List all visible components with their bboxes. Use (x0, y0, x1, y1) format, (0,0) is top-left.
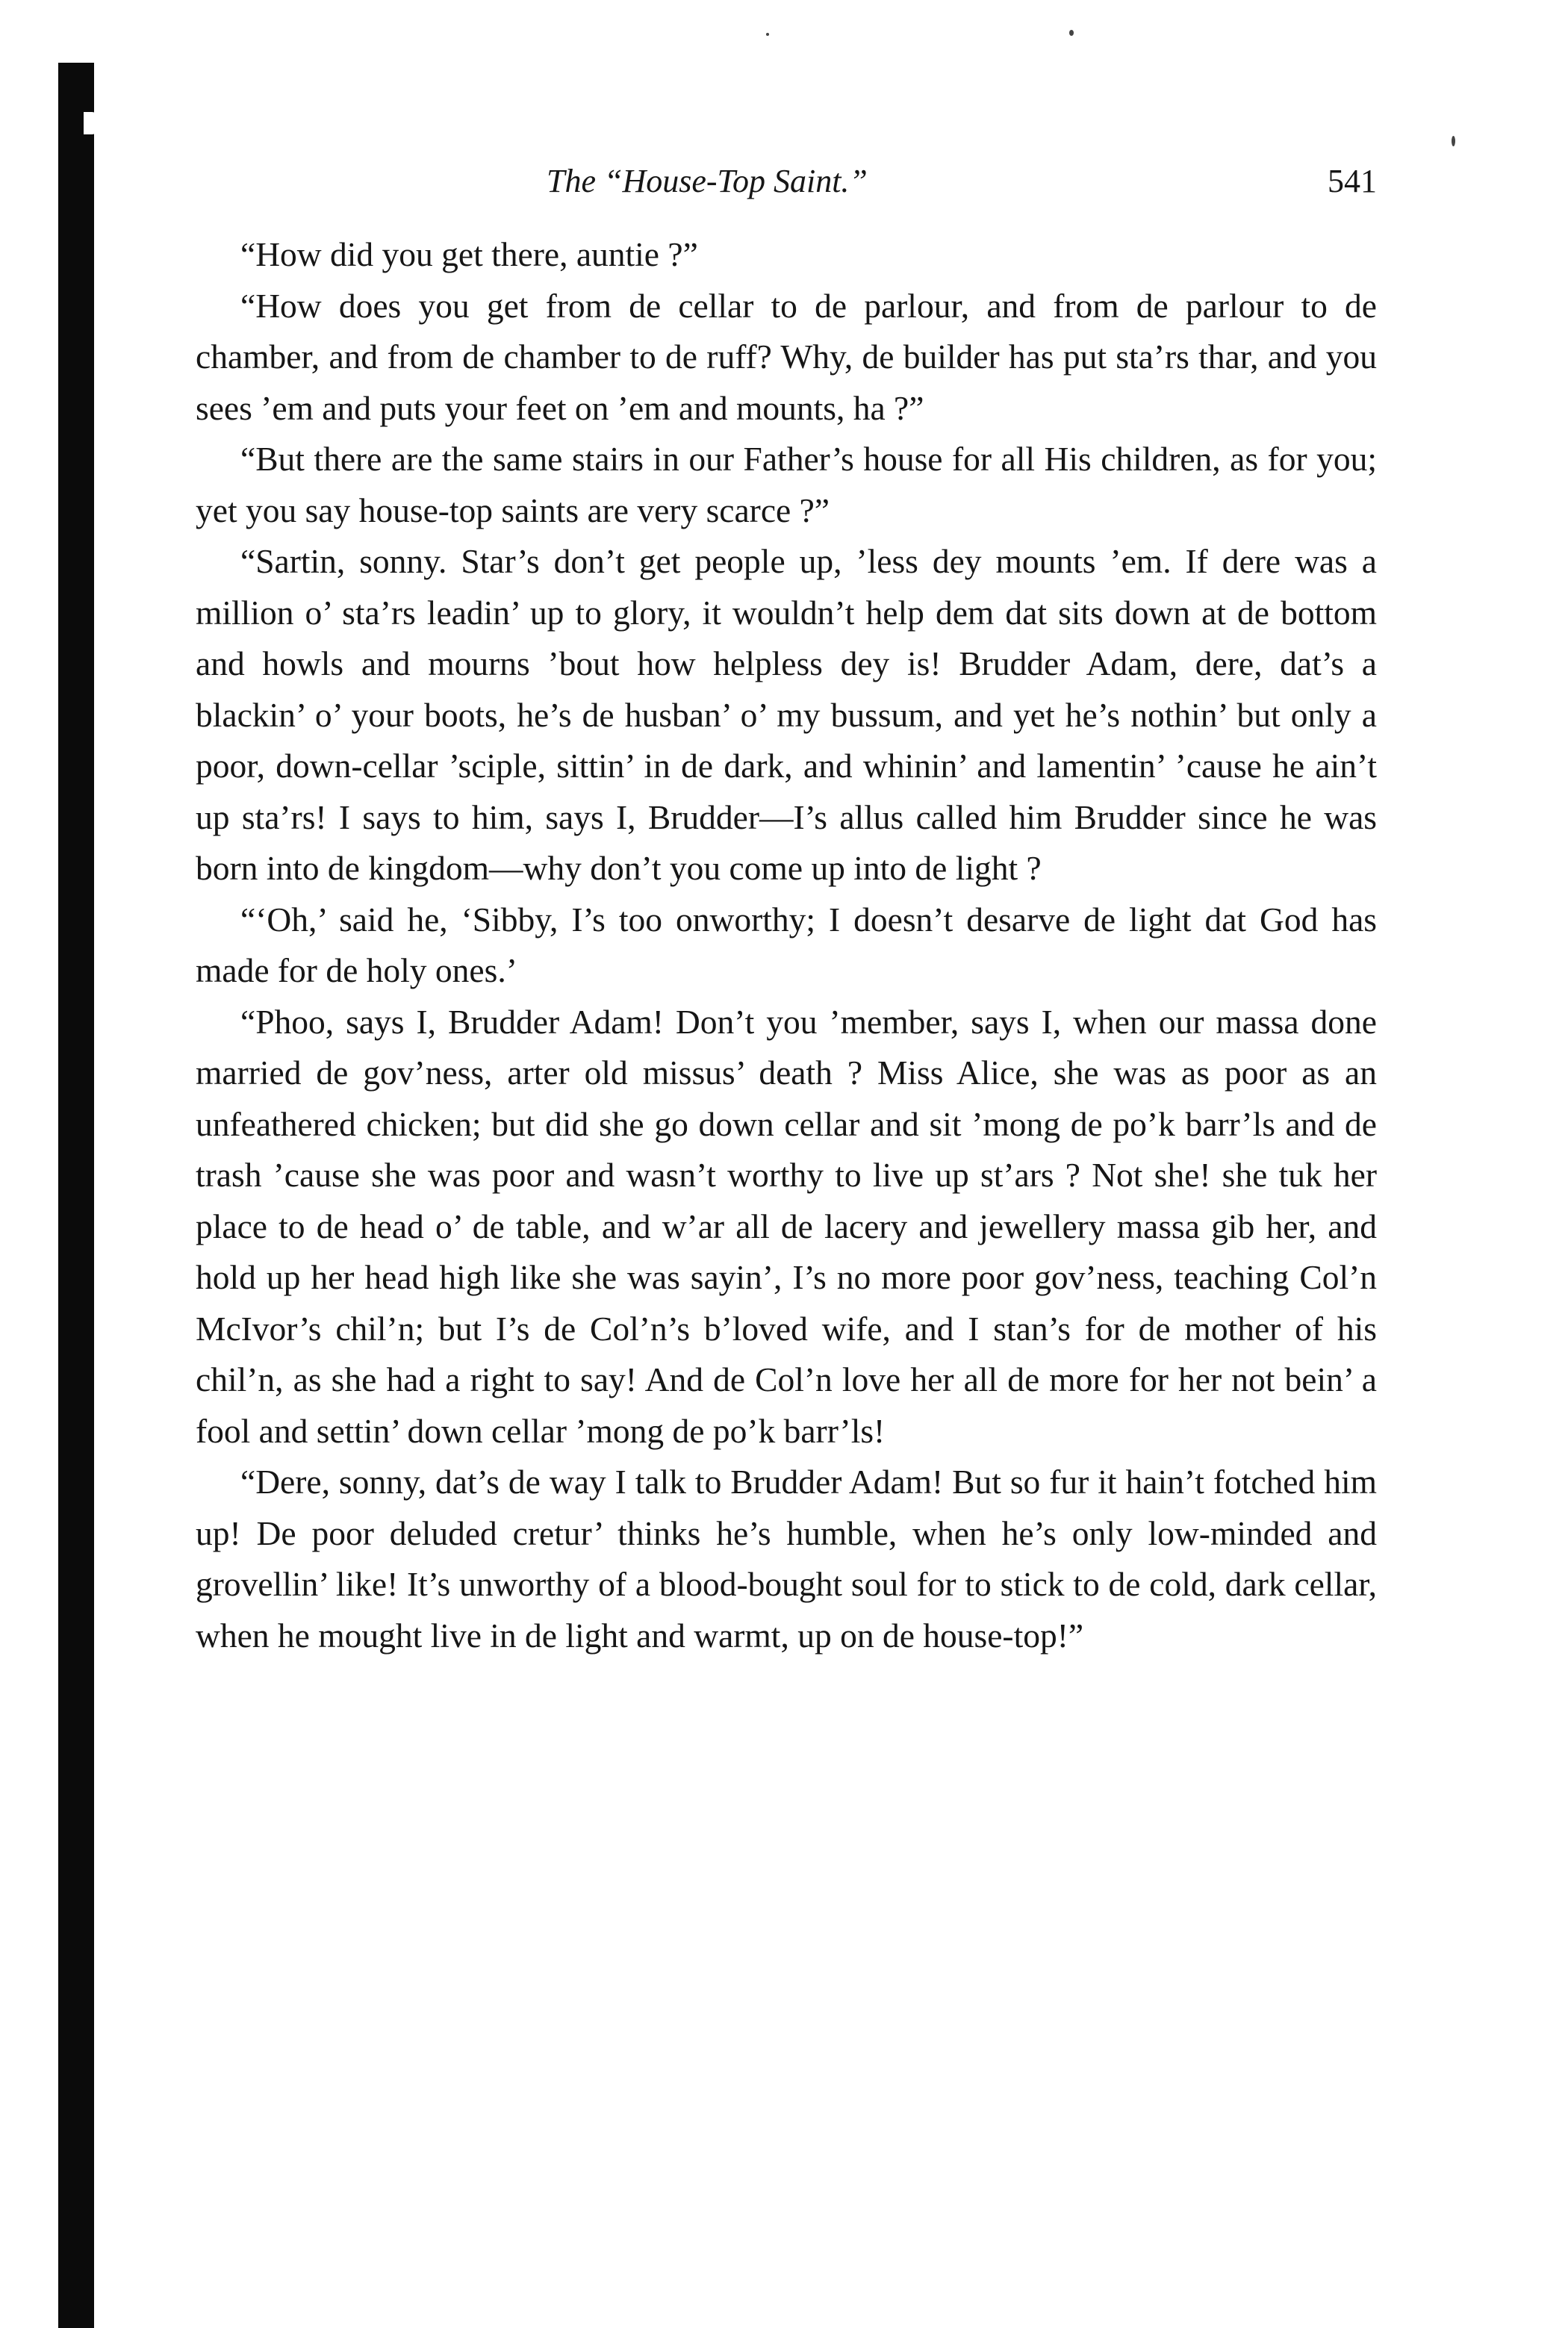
paper-speck (1452, 136, 1455, 146)
book-page (196, 146, 1377, 1661)
paragraph: “Phoo, says I, Brudder Adam! Don’t you ’member, says I, when our massa done married de gov’ness, arter old missus’ death ? Miss Alice, she was as poor as an unfeathered chicken; but did she go down cellar and sit ’mong de po’k barr’ls and de trash ’cause she was poor and wasn’t worthy to live up st’ars ? Not she! she tuk her place to de head o’ de table, and w’ar all de lacery and jewellery massa gib her, and hold up her head high like she was sayin’, I’s no more poor gov’ness, teaching Col’n McIvor’s chil’n; but I’s de Col’n’s b’loved wife, and I stan’s for de mother of his chil’n, as she had a right to say! And de Col’n love her all de more for her not bein’ a fool and settin’ down cellar ’mong de po’k barr’ls! (196, 1002, 1377, 1450)
body-text (196, 229, 1377, 1661)
page-header (196, 146, 1377, 205)
running-title: The “House-Top Saint.” (547, 163, 868, 199)
paragraph: “‘Oh,’ said he, ‘Sibby, I’s too onworthy; I doesn’t desarve de light dat God has made for de holy ones.’ (196, 900, 1377, 989)
binding-notch (84, 112, 100, 134)
paragraph: “How did you get there, auntie ?” (240, 235, 698, 273)
page-binding-edge (58, 63, 94, 2328)
paper-speck (1069, 30, 1074, 36)
paragraph: “But there are the same stairs in our Father’s house for all His children, as for you; yet you say house-top saints are very scarce ?” (196, 440, 1377, 529)
paragraph: “Sartin, sonny. Star’s don’t get people up, ’less dey mounts ’em. If dere was a million o’ sta’rs leadin’ up to glory, it wouldn’t help dem dat sits down at de bottom and howls and mourns ’bout how helpless dey is! Brudder Adam, dere, dat’s a blackin’ o’ your boots, he’s de husban’ o’ my bussum, and yet he’s nothin’ but only a poor, down-cellar ’sciple, sittin’ in de dark, and whinin’ and lamentin’ ’cause he ain’t up sta’rs! I says to him, says I, Brudder—I’s allus called him Brudder since he was born into de kingdom—why don’t you come up into de light ? (196, 542, 1377, 887)
paragraph: “Dere, sonny, dat’s de way I talk to Brudder Adam! But so fur it hain’t fotched him up! De poor deluded cretur’ thinks he’s humble, when he’s only low-minded and grovellin’ like! It’s unworthy of a blood-bought soul for to stick to de cold, dark cellar, when he mought live in de light and warmt, up on de house-top!” (196, 1463, 1377, 1655)
paragraph: “How does you get from de cellar to de parlour, and from de parlour to de chamber, and from de chamber to de ruff? Why, de builder has put sta’rs thar, and you sees ’em and puts your feet on ’em and mounts, ha ?” (196, 286, 1377, 427)
page-number: 541 (1328, 163, 1377, 199)
paper-speck (766, 33, 769, 36)
